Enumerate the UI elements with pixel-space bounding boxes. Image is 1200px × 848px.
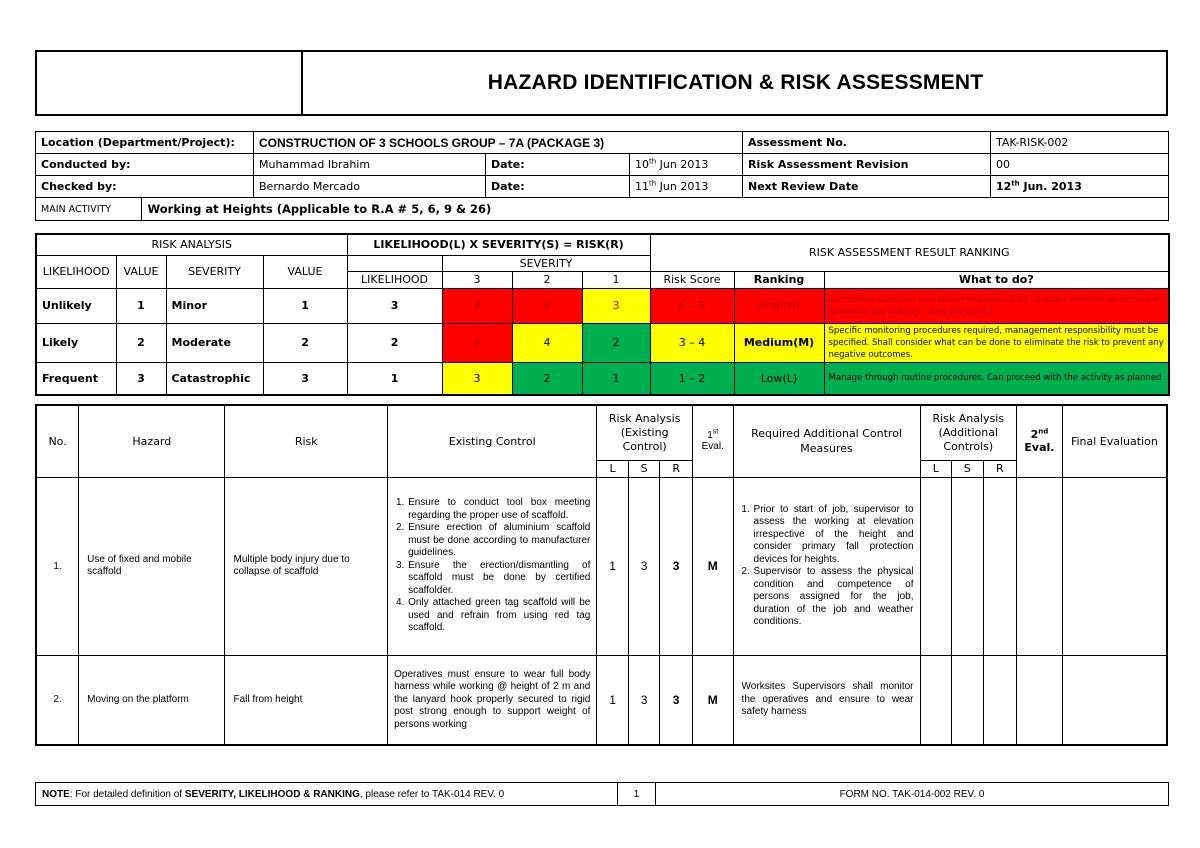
severity-moderate: Moderate	[166, 323, 263, 362]
hazard-row-2	[36, 655, 1167, 745]
risk-score-header: Risk Score	[650, 271, 734, 288]
s-header-2: S	[952, 460, 984, 477]
date2-rest: Jun 2013	[656, 180, 709, 193]
hazard-cell: Moving on the platform	[79, 655, 225, 745]
hazard-header-row	[36, 405, 1167, 460]
location-label: Location (Department/Project):	[36, 132, 254, 154]
hazard-row-1	[36, 477, 1167, 655]
main-activity-table	[36, 198, 1168, 220]
eval2-value	[1017, 477, 1063, 655]
eval1-sup: st	[712, 428, 719, 436]
additional-control-cell: Worksites Supervisors shall monitor the operatives and ensure to wear safety harness	[733, 655, 920, 745]
final-eval-value	[1062, 655, 1167, 745]
severity-2-header: 2	[512, 271, 582, 288]
eval2-num: 2	[1030, 428, 1039, 442]
info-row-checked	[36, 176, 1169, 198]
form-number: FORM NO. TAK-014-002 REV. 0	[656, 783, 1169, 806]
severity-value: 1	[263, 288, 347, 323]
r-header-2: R	[983, 460, 1017, 477]
existing-control-cell: Operatives must ensure to wear full body harness while working @ height of 2 m and the lanyard hook properly secured to rigid post strong enough to support weight of persons working	[388, 655, 597, 745]
additional-item: 1. Prior to start of job, supervisor to assess the working at elevation irrespective of the height and consider primary fall protection devices for heights.	[753, 504, 914, 567]
severity-subheader: SEVERITY	[442, 255, 650, 271]
matrix-cell-risk: 3	[442, 362, 512, 395]
eval2-header	[1017, 405, 1063, 477]
checked-by-label: Checked by:	[36, 176, 254, 198]
info-row-location	[36, 132, 1169, 154]
additional-item: 2. Supervisor to assess the physical condition and competence of persons assigned for the job, duration of the job and weather conditions.	[753, 566, 914, 629]
matrix-cell-risk: 3	[582, 288, 650, 323]
ranking-medium: Medium(M)	[734, 323, 824, 362]
date-value-1	[630, 154, 743, 176]
info-row-conducted	[36, 154, 1169, 176]
main-activity-value: Working at Heights (Applicable to R.A # 5, 6, 9 & 26)	[147, 202, 492, 216]
note-post: , please refer to TAK-014 REV. 0	[359, 788, 505, 800]
risk-score-medium: 3 – 4	[650, 323, 734, 362]
conducted-by-label: Conducted by:	[36, 154, 254, 176]
r-value: 3	[660, 477, 693, 655]
date2-sup: th	[649, 179, 657, 188]
matrix-cell-risk: 6	[512, 288, 582, 323]
main-activity-label: MAIN ACTIVITY	[36, 198, 141, 220]
eval2-label: Eval.	[1024, 441, 1055, 455]
matrix-row-unlikely	[36, 288, 1169, 323]
r-value: 3	[660, 655, 693, 745]
s-header: S	[628, 460, 660, 477]
existing-control-list	[391, 497, 590, 635]
hazard-table	[35, 404, 1168, 746]
r2-value	[983, 477, 1017, 655]
matrix-cell-risk: 4	[512, 323, 582, 362]
date1-rest: Jun 2013	[656, 158, 709, 171]
s2-value	[952, 477, 984, 655]
next-review-rest: Jun. 2013	[1019, 180, 1082, 193]
severity-value: 3	[263, 362, 347, 395]
severity-1-header: 1	[582, 271, 650, 288]
revision-value: 00	[991, 154, 1169, 176]
note-pre: : For detailed definition of	[69, 788, 185, 800]
likelihood-value: 2	[116, 323, 166, 362]
ra-additional-header: Risk Analysis (Additional Controls)	[920, 405, 1017, 460]
risk-matrix	[35, 233, 1170, 396]
eval1-header	[692, 405, 733, 477]
matrix-likelihood: 3	[347, 288, 442, 323]
footer-table	[35, 782, 1169, 806]
next-review-value	[991, 176, 1169, 198]
likelihood-subheader: LIKELIHOOD	[347, 271, 442, 288]
required-controls-header: Required Additional Control Measures	[733, 405, 920, 477]
ranking-high: High(H)	[734, 288, 824, 323]
eval1-label: Eval.	[701, 441, 724, 453]
l2-value	[920, 655, 952, 745]
severity-value: 2	[263, 323, 347, 362]
risk-header: Risk	[225, 405, 388, 477]
l-value: 1	[597, 655, 629, 745]
risk-analysis-header: RISK ANALYSIS	[36, 234, 347, 255]
next-review-label: Next Review Date	[743, 176, 991, 198]
note-bold: SEVERITY, LIKELIHOOD & RANKING	[184, 788, 360, 800]
matrix-row-likely	[36, 323, 1169, 362]
value-header: VALUE	[116, 255, 166, 288]
checked-by-value: Bernardo Mercado	[254, 176, 486, 198]
assessment-no-value: TAK-RISK-002	[991, 132, 1169, 154]
severity-header: SEVERITY	[166, 255, 263, 288]
control-item: 1. Ensure to conduct tool box meeting regarding the proper use of scaffold.	[407, 497, 590, 522]
result-ranking-header: RISK ASSESSMENT RESULT RANKING	[650, 234, 1169, 271]
hazard-cell: Use of fixed and mobile scaffold	[79, 477, 225, 655]
likelihood-value: 3	[116, 362, 166, 395]
eval1-num: 1	[707, 430, 713, 442]
ranking-header: Ranking	[734, 271, 824, 288]
next-review-day: 12	[996, 180, 1012, 193]
date-value-2	[630, 176, 743, 198]
matrix-likelihood: 1	[347, 362, 442, 395]
ra-existing-header: Risk Analysis (Existing Control)	[597, 405, 693, 460]
what-to-do-header: What to do?	[824, 271, 1169, 288]
existing-control-header: Existing Control	[388, 405, 597, 477]
likelihood-unlikely: Unlikely	[36, 288, 116, 323]
l2-value	[920, 477, 952, 655]
matrix-cell-risk: 1	[582, 362, 650, 395]
s-value: 3	[628, 477, 660, 655]
eval2-sup: nd	[1038, 427, 1049, 436]
risk-cell: Multiple body injury due to collapse of scaffold	[225, 477, 388, 655]
assessment-no-label: Assessment No.	[743, 132, 991, 154]
final-eval-value	[1062, 477, 1167, 655]
hazard-header: Hazard	[79, 405, 225, 477]
risk-score-low: 1 – 2	[650, 362, 734, 395]
row-number: 2.	[36, 655, 79, 745]
date1-sup: th	[649, 157, 657, 166]
risk-cell: Fall from height	[225, 655, 388, 745]
logo-area	[37, 52, 303, 114]
additional-control-list	[737, 504, 914, 629]
l-value: 1	[597, 477, 629, 655]
r-header: R	[660, 460, 693, 477]
likelihood-header: LIKELIHOOD	[36, 255, 116, 288]
title-box	[35, 50, 1168, 116]
date1-day: 10	[635, 158, 649, 171]
existing-control-cell	[388, 477, 597, 655]
ranking-low: Low(L)	[734, 362, 824, 395]
risk-score-high: 6 – 9	[650, 288, 734, 323]
likelihood-frequent: Frequent	[36, 362, 116, 395]
todo-high: Immediate attention and action required. Shall consider whether to eliminate or modify the activity. (Stop the work.)	[824, 288, 1169, 323]
likelihood-likely: Likely	[36, 323, 116, 362]
severity-catastrophic: Catastrophic	[166, 362, 263, 395]
additional-control-cell	[733, 477, 920, 655]
revision-label: Risk Assessment Revision	[743, 154, 991, 176]
eval1-value: M	[692, 655, 733, 745]
no-header: No.	[36, 405, 79, 477]
final-eval-header: Final Evaluation	[1062, 405, 1167, 477]
formula-header: LIKELIHOOD(L) X SEVERITY(S) = RISK(R)	[347, 234, 650, 255]
note-label: NOTE	[42, 788, 70, 800]
severity-3-header: 3	[442, 271, 512, 288]
location-value: CONSTRUCTION OF 3 SCHOOLS GROUP – 7A (PACKAGE 3)	[254, 132, 743, 154]
page-title: HAZARD IDENTIFICATION & RISK ASSESSMENT	[487, 71, 984, 94]
date-label: Date:	[486, 154, 630, 176]
r2-value	[983, 655, 1017, 745]
matrix-likelihood: 2	[347, 323, 442, 362]
matrix-cell-risk: 2	[582, 323, 650, 362]
s-value: 3	[628, 655, 660, 745]
info-row-main-activity	[36, 198, 1169, 221]
control-item: 3. Ensure the erection/dismantling of scaffold must be done by certified scaffolder.	[407, 560, 590, 598]
todo-medium: Specific monitoring procedures required, management responsibility must be specified. Shall consider what can be done to eliminate the risk to prevent any negative outcomes.	[824, 323, 1169, 362]
severity-minor: Minor	[166, 288, 263, 323]
likelihood-value: 1	[116, 288, 166, 323]
s2-value	[952, 655, 984, 745]
info-table	[35, 131, 1169, 221]
footer-note	[36, 783, 618, 806]
matrix-cell-risk: 9	[442, 288, 512, 323]
control-item: 2. Ensure erection of aluminium scaffold must be done according to manufacturer guidelines.	[407, 522, 590, 560]
conducted-by-value: Muhammad Ibrahim	[254, 154, 486, 176]
control-item: 4. Only attached green tag scaffold will be used and refrain from using red tag scaffold.	[407, 597, 590, 635]
value-header-2: VALUE	[263, 255, 347, 288]
matrix-row-frequent	[36, 362, 1169, 395]
l-header: L	[597, 460, 629, 477]
todo-low: Manage through routine procedures. Can proceed with the activity as planned	[824, 362, 1169, 395]
eval1-value: M	[692, 477, 733, 655]
matrix-cell-risk: 2	[512, 362, 582, 395]
next-review-sup: th	[1011, 179, 1020, 188]
date-label-2: Date:	[486, 176, 630, 198]
date2-day: 11	[635, 180, 649, 193]
row-number: 1.	[36, 477, 79, 655]
l-header-2: L	[920, 460, 952, 477]
page-number: 1	[618, 783, 656, 806]
matrix-cell-risk: 6	[442, 323, 512, 362]
eval2-value	[1017, 655, 1063, 745]
